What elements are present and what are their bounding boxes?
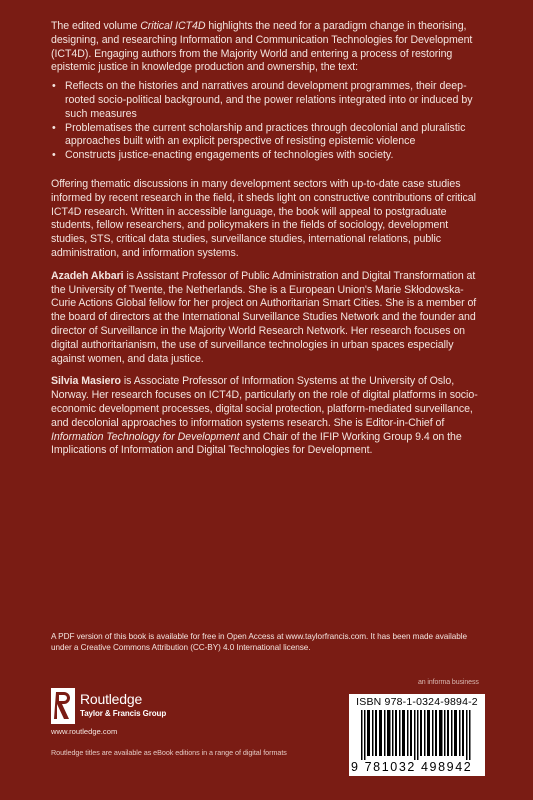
open-access-notice: A PDF version of this book is available for free in Open Access at www.taylorfrancis.com. It has been made available under a Creative Commons Attribution (CC-BY) 4.0 International license.: [51, 632, 468, 652]
bullet-list: [51, 80, 483, 163]
publisher-group: Taylor & Francis Group: [80, 709, 167, 718]
journal-title: Information Technology for Development: [51, 430, 240, 443]
description-paragraph: Offering thematic discussions in many development sectors with up-to-date case studies informed by recent research in the field, it sheds light on constructive contributions of critical ICT4D research. Written in accessible language, the book will appeal to postgraduate students, fellow researchers, and policymakers in the fields of sociology, development studies, STS, critical data studies, surveillance studies, international relations, public administration, and information systems.: [51, 177, 476, 259]
isbn-barcode-box: [349, 694, 485, 776]
barcode-graphic: [361, 710, 473, 760]
bullet-item: • Constructs justice-enacting engagements of technologies with society.: [51, 149, 483, 163]
author2-bio-text-2: and Chair of the IFIP Working Group 9.4 on the Implications of Information and Digital Technologies for Development.: [51, 430, 462, 457]
isbn-digits: 9 781032 498942: [351, 760, 473, 774]
book-title: Critical ICT4D: [140, 20, 206, 32]
bullet-item: • Problematises the current scholarship and practices through decolonial and pluralistic approaches built with an explicit perspective of resisting epistemic violence: [51, 122, 483, 150]
publisher-website[interactable]: www.routledge.com: [51, 727, 118, 736]
intro-text-2: highlights the need for a paradigm change in theorising, designing, and researching Information and Communication Technologies for Development (ICT4D). Engaging authors from the Majority World and entering a process of restoring epistemic justice in knowledge production and ownership, the text:: [51, 20, 473, 74]
ebook-footnote: Routledge titles are available as eBook editions in a range of digital formats: [51, 748, 287, 757]
back-cover-text: [51, 20, 483, 458]
author2-name: Silvia Masiero: [51, 375, 121, 388]
routledge-logo-icon: [51, 688, 75, 724]
author1-bio: [51, 270, 483, 367]
author2-bio: [51, 375, 483, 458]
informa-tagline: an informa business: [418, 679, 479, 686]
author1-bio-text: is Assistant Professor of Public Administration and Digital Transformation at the University of Twente, the Netherlands. She is a European Union's Marie Skłodowska-Curie Actions Global fellow for her project on Authoritarian Smart Cities. She is a member of the board of directors at the International Surveillance Studies Network and the founder and director of Surveillance in the Majority World Research Network. Her research focuses on digital authoritarianism, the use of surveillance technologies in urban spaces especially against women, and data justice.: [51, 269, 477, 365]
intro-text-1: The edited volume: [51, 20, 141, 32]
author2-bio-text-1: is Associate Professor of Information Systems at the University of Oslo, Norway. Her research focuses on ICT4D, particularly on the role of digital platforms in socio-economic development processes, digital social protection, platform-mediated surveillance, and decolonial approaches to information systems research. She is Editor-in-Chief of: [51, 375, 478, 429]
intro-paragraph: [51, 20, 483, 75]
publisher-name: Routledge: [80, 691, 143, 707]
isbn-label: ISBN 978-1-0324-9894-2: [356, 696, 478, 708]
author1-name: Azadeh Akbari: [51, 269, 124, 282]
bullet-item: • Reflects on the histories and narratives around development programmes, their deep-rooted socio-political background, and the power relations integrated into or induced by such measures: [51, 80, 483, 121]
